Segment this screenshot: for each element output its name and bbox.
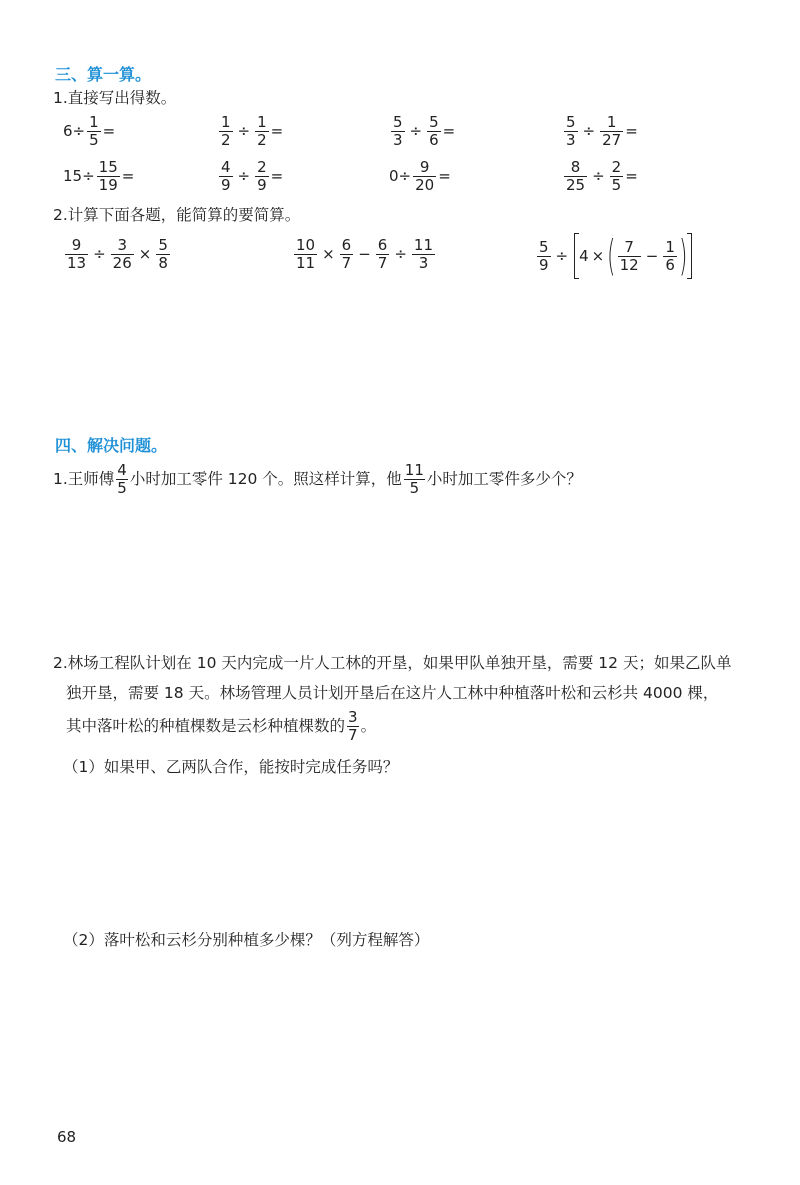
section-3-title: 三、算一算。: [55, 65, 152, 84]
section-4-title: 四、解决问题。: [55, 436, 168, 455]
fraction: $\frac{15}{19}$: [98, 158, 118, 194]
fraction: $\frac{2}{9}$: [257, 158, 267, 194]
expr-1: 6÷ $\frac{1}{5}$ =: [63, 113, 116, 149]
fraction: $\frac{1}{2}$: [257, 113, 267, 149]
fraction: $\frac{6}{7}$: [377, 236, 388, 272]
fraction: $\frac{5}{9}$: [539, 237, 549, 274]
left-paren: (: [607, 231, 616, 280]
fraction: $\frac{3}{7}$: [348, 708, 358, 744]
expr-5: 15÷ $\frac{15}{19}$ =: [63, 158, 135, 194]
fraction: $\frac{2}{5}$: [611, 158, 622, 194]
expr-4: $\frac{5}{3}$ ÷ $\frac{1}{27}$ =: [566, 113, 638, 149]
fraction: $\frac{5}{6}$: [429, 113, 439, 149]
fraction: $\frac{1}{27}$: [602, 113, 622, 149]
problem-2-line-3: 其中落叶松的种植棵数是云杉种植棵数的 $\frac{3}{7}$ 。: [66, 708, 377, 744]
fraction: $\frac{9}{13}$: [67, 236, 87, 272]
expr-7: 0÷ $\frac{9}{20}$ =: [389, 158, 451, 194]
problem-1: 1.王师傅 $\frac{4}{5}$ 小时加工零件 120 个。照这样计算，他 $\frac{11}{5}$ 小时加工零件多少个？: [53, 461, 582, 497]
fraction: $\frac{4}{5}$: [117, 461, 127, 497]
fraction: $\frac{9}{20}$: [415, 158, 435, 194]
fraction: $\frac{8}{25}$: [566, 158, 586, 194]
problem-2-line-1: 2.林场工程队计划在 10 天内完成一片人工林的开垦，如果甲队单独开垦，需要 12 天；如果乙队单: [53, 654, 732, 672]
page-number: 68: [57, 1128, 77, 1146]
expr-6: $\frac{4}{9}$ ÷ $\frac{2}{9}$ =: [221, 158, 284, 194]
fraction: $\frac{1}{5}$: [89, 113, 99, 149]
problem-2-line-2: 独开垦，需要 18 天。林场管理人员计划开垦后在这片人工林中种植落叶松和云杉共 4000 棵，: [66, 684, 719, 702]
fraction: $\frac{1}{2}$: [221, 113, 231, 149]
expr-8: $\frac{8}{25}$ ÷ $\frac{2}{5}$ =: [566, 158, 638, 194]
problem-2-sub-1: （1）如果甲、乙两队合作，能按时完成任务吗？: [63, 758, 399, 776]
expr-1-prefix: 6÷: [63, 122, 86, 141]
fraction: $\frac{11}{3}$: [413, 236, 434, 272]
fraction: $\frac{6}{7}$: [341, 236, 352, 272]
fraction: $\frac{7}{12}$: [619, 237, 639, 274]
problem-2-sub-2: （2）落叶松和云杉分别种植多少棵？（列方程解答）: [63, 931, 430, 949]
fraction: $\frac{11}{5}$: [404, 461, 424, 497]
right-paren: ): [678, 231, 688, 280]
calc-1: $\frac{9}{13}$ ÷ $\frac{3}{26}$ × $\frac{5}{8}$: [67, 236, 168, 272]
square-bracket: 4 × ( $\frac{7}{12}$ − $\frac{1}{6}$ ): [574, 233, 692, 279]
expr-2: $\frac{1}{2}$ ÷ $\frac{1}{2}$ =: [221, 113, 284, 149]
fraction: $\frac{4}{9}$: [221, 158, 231, 194]
expr-3: $\frac{5}{3}$ ÷ $\frac{5}{6}$ =: [393, 113, 456, 149]
fraction: $\frac{5}{8}$: [158, 236, 168, 272]
calc-3: $\frac{5}{9}$ ÷ 4 × ( $\frac{7}{12}$ − $\frac{1}{6}$ ): [535, 233, 692, 279]
fraction: $\frac{10}{11}$: [296, 236, 316, 272]
q2-title: 2.计算下面各题，能简算的要简算。: [53, 206, 301, 224]
fraction: $\frac{5}{3}$: [393, 113, 403, 149]
fraction: $\frac{1}{6}$: [665, 237, 675, 274]
q1-title: 1.直接写出得数。: [53, 89, 177, 107]
calc-2: $\frac{10}{11}$ × $\frac{6}{7}$ − $\frac{6}{7}$ ÷ $\frac{11}{3}$: [296, 236, 434, 272]
fraction: $\frac{3}{26}$: [112, 236, 132, 272]
fraction: $\frac{5}{3}$: [566, 113, 576, 149]
